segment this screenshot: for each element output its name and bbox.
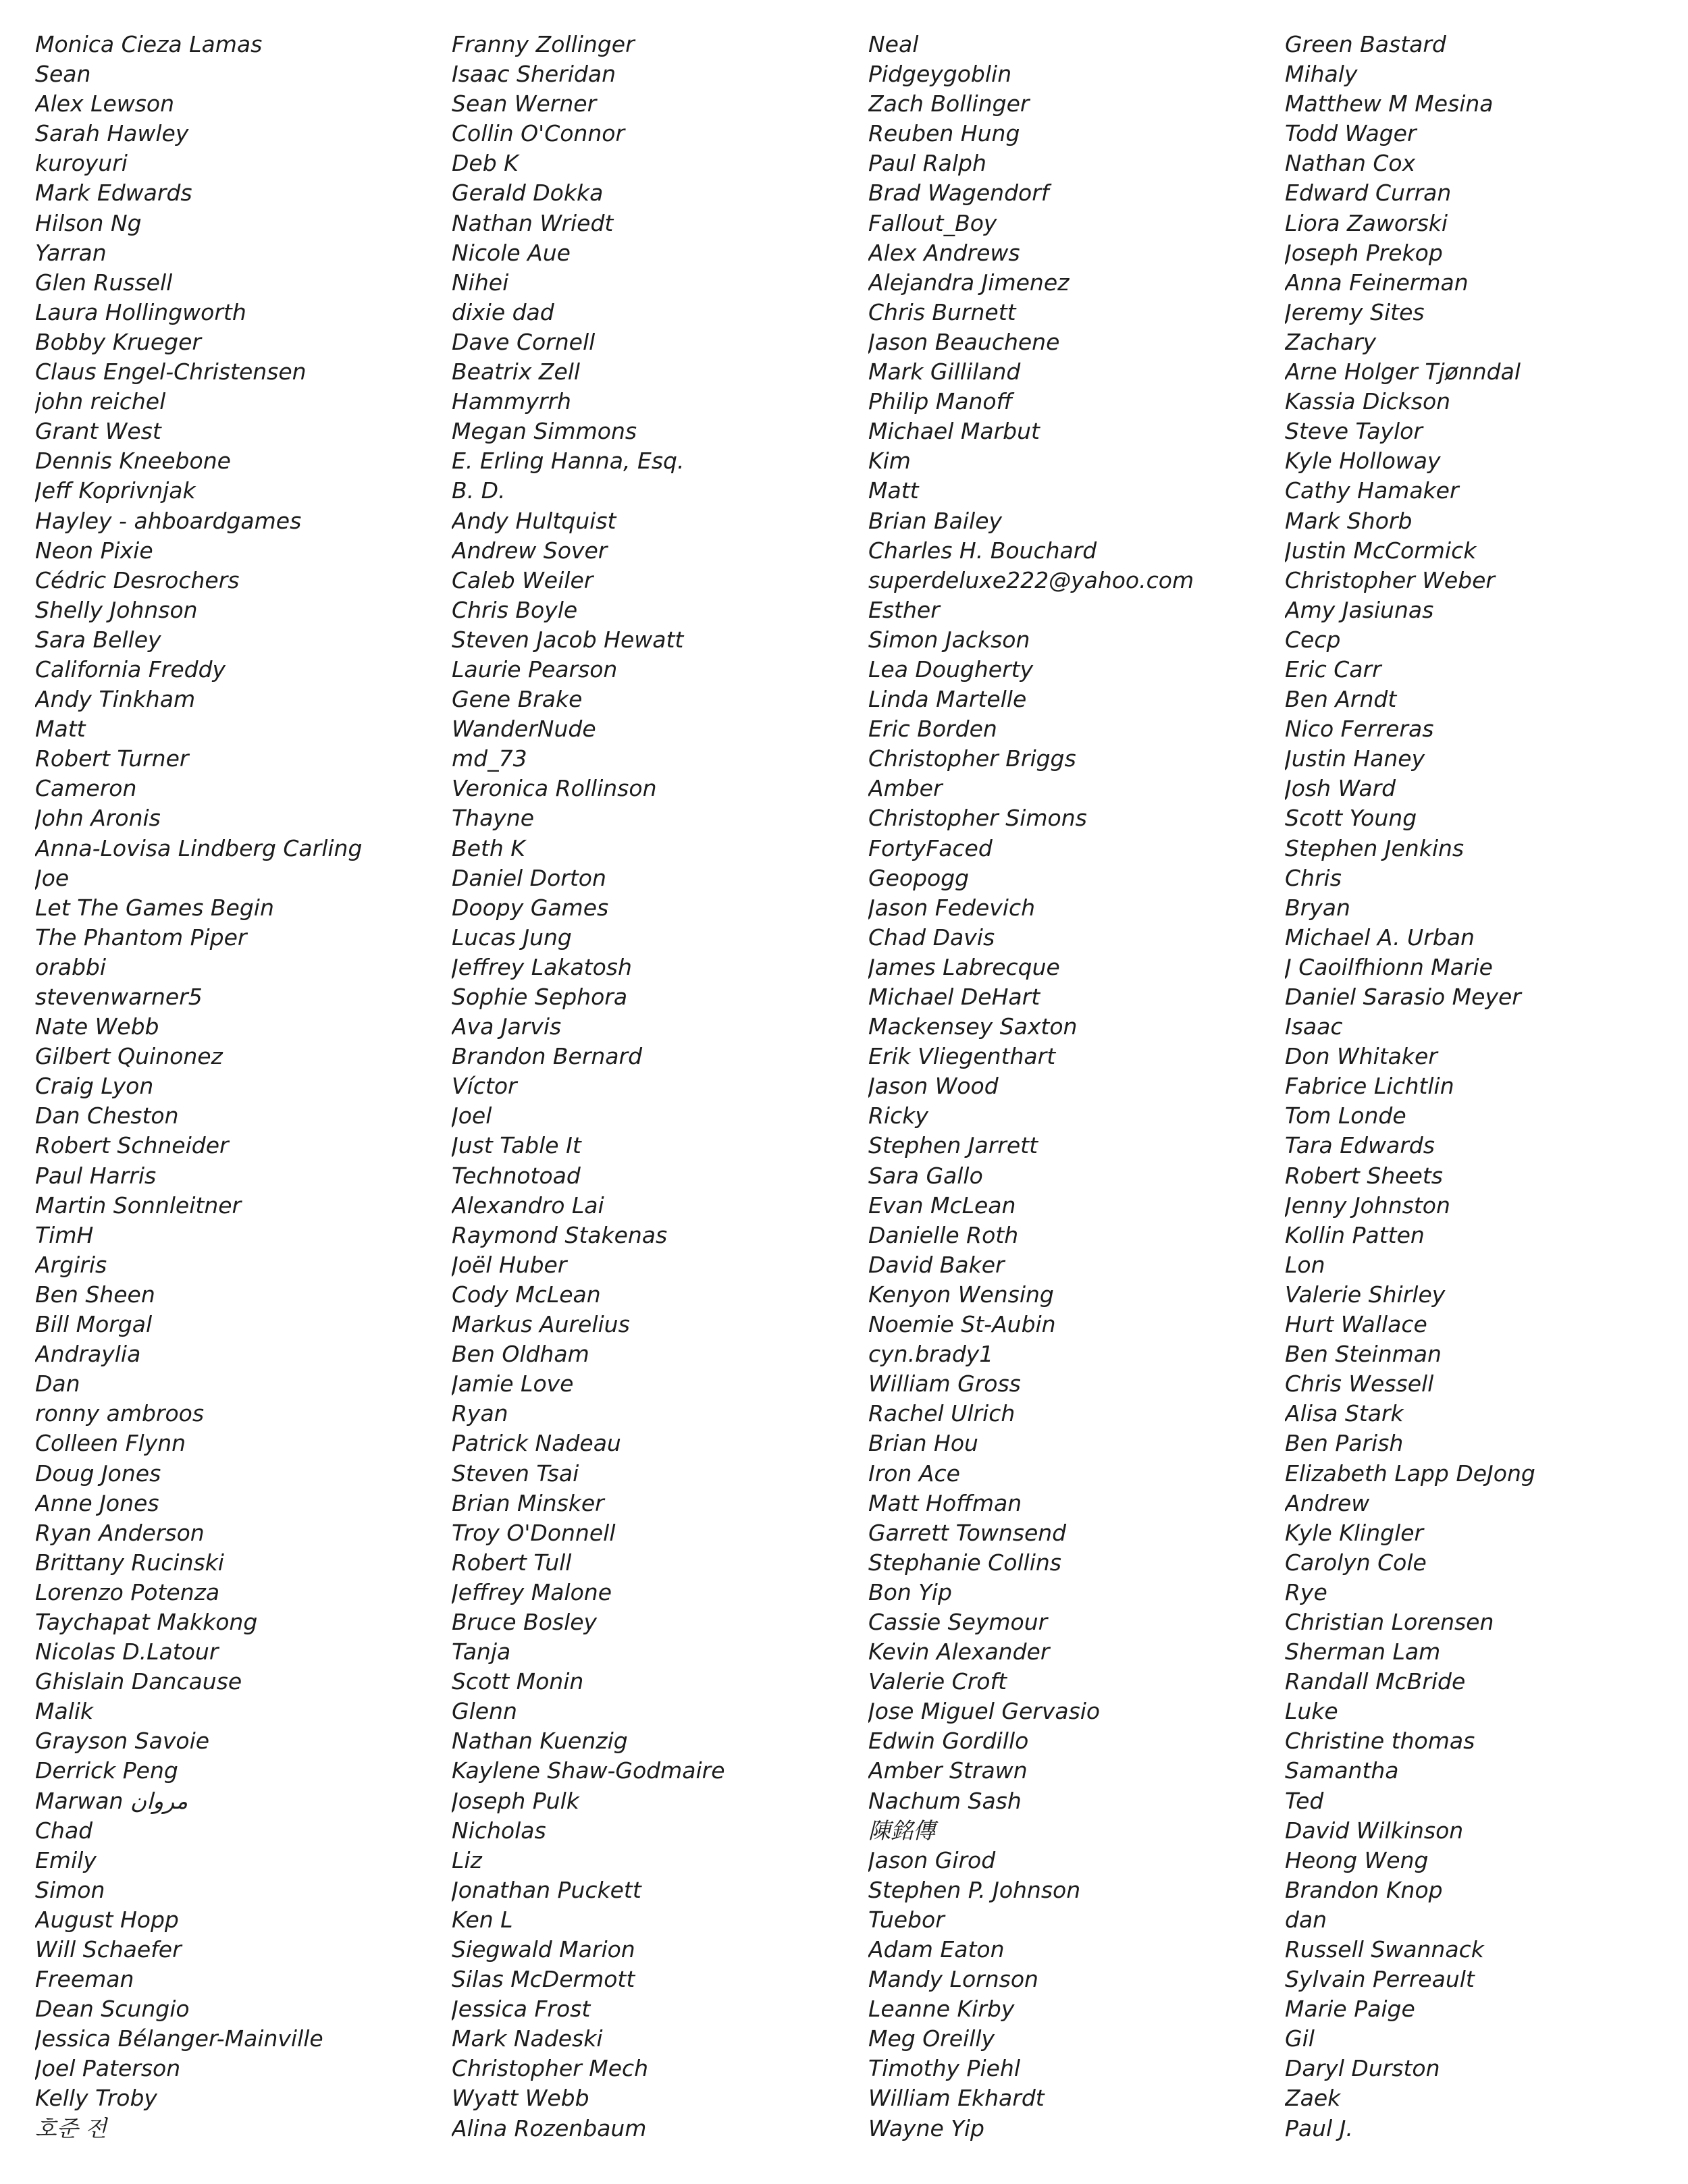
backer-name: Michael Marbut — [868, 418, 1040, 445]
backer-name: Zach Bollinger — [868, 90, 1030, 117]
backer-name: Jonathan Puckett — [452, 1876, 641, 1903]
backer-name: Justin McCormick — [1285, 537, 1477, 564]
backer-name: Veronica Rollinson — [452, 775, 657, 802]
backer-name: Beatrix Zell — [452, 358, 581, 385]
backer-name: Martin Sonnleitner — [35, 1192, 242, 1219]
backer-name: Jessica Bélanger-Mainville — [35, 2025, 323, 2052]
backer-name: Valerie Shirley — [1285, 1281, 1446, 1308]
backer-name: Stephen Jarrett — [868, 1132, 1038, 1159]
backer-name: Kyle Holloway — [1285, 448, 1441, 475]
backer-name: Kyle Klingler — [1285, 1519, 1424, 1546]
backer-name: Just Table It — [452, 1132, 581, 1159]
backer-name: Gil — [1285, 2025, 1315, 2052]
backer-name: Mihaly — [1285, 61, 1358, 88]
backer-name: Rachel Ulrich — [868, 1400, 1016, 1427]
backer-name: Kollin Patten — [1285, 1221, 1425, 1248]
backer-name: Liora Zaworski — [1285, 209, 1448, 236]
backer-name: Andy Hultquist — [452, 507, 616, 534]
backer-name: Megan Simmons — [452, 418, 637, 445]
backer-name: Anna Feinerman — [1285, 269, 1469, 296]
backer-name: cyn.brady1 — [868, 1341, 994, 1368]
backer-name: Robert Schneider — [35, 1132, 229, 1159]
backer-name: Chad Davis — [868, 924, 995, 951]
backer-name: Edwin Gordillo — [868, 1728, 1029, 1755]
backer-name: Jeff Koprivnjak — [35, 477, 196, 504]
backer-name: Gene Brake — [452, 686, 583, 713]
backer-name: Simon Jackson — [868, 626, 1030, 653]
backer-name: Nicolas D.Latour — [35, 1639, 219, 1666]
backer-name: Sean — [35, 61, 91, 88]
backer-name: Simon — [35, 1876, 105, 1903]
backer-name: Joseph Pulk — [452, 1787, 579, 1814]
backer-name: Technotoad — [452, 1162, 581, 1189]
backer-name: Evan McLean — [868, 1192, 1016, 1219]
backer-name: TimH — [35, 1221, 94, 1248]
backer-name: Samantha — [1285, 1757, 1399, 1784]
backer-name: Yarran — [35, 239, 107, 266]
backer-name: Paul Harris — [35, 1162, 157, 1189]
backer-name: Carolyn Cole — [1285, 1549, 1427, 1576]
backer-name: Cameron — [35, 775, 137, 802]
backer-name: Bruce Bosley — [452, 1608, 598, 1635]
backer-name: Argiris — [35, 1251, 107, 1278]
backer-name: Todd Wager — [1285, 120, 1417, 147]
backer-name: Tanja — [452, 1639, 511, 1666]
backer-name: Franny Zollinger — [452, 31, 635, 57]
backer-name: B. D. — [452, 477, 506, 504]
backer-name: Mark Gilliland — [868, 358, 1021, 385]
backer-name: Reuben Hung — [868, 120, 1020, 147]
backer-name: md_73 — [452, 745, 527, 772]
backer-name: Sean Werner — [452, 90, 597, 117]
backer-name: Eric Carr — [1285, 656, 1381, 683]
backer-name: Steven Tsai — [452, 1460, 579, 1487]
backer-name: Nicole Aue — [452, 239, 571, 266]
backer-name: Dennis Kneebone — [35, 448, 231, 475]
backer-name: Ben Sheen — [35, 1281, 155, 1308]
backer-name: Edward Curran — [1285, 180, 1452, 207]
backer-name: Tuebor — [868, 1906, 945, 1933]
backer-name: Jose Miguel Gervasio — [868, 1698, 1101, 1725]
backer-name: Dean Scungio — [35, 1996, 190, 2023]
backer-name: Jason Girod — [868, 1846, 996, 1873]
backer-name: Christopher Mech — [452, 2055, 649, 2082]
backer-name: Taychapat Makkong — [35, 1608, 258, 1635]
backer-name: Scott Monin — [452, 1668, 584, 1695]
backer-name: Dan — [35, 1370, 80, 1397]
backer-name: Amber — [868, 775, 943, 802]
backer-name: Let The Games Begin — [35, 894, 274, 921]
backer-name: Deb K — [452, 150, 519, 177]
backer-name: Bobby Krueger — [35, 328, 201, 355]
backer-name: J Caoilfhionn Marie — [1285, 953, 1493, 980]
backer-name: Don Whitaker — [1285, 1043, 1438, 1070]
backer-name: Stephen Jenkins — [1285, 834, 1465, 861]
backer-name: Craig Lyon — [35, 1073, 154, 1100]
backer-name: Nate Webb — [35, 1013, 159, 1040]
backer-name: Andrew Sover — [452, 537, 608, 564]
backer-name: Esther — [868, 596, 940, 623]
backer-name: Brittany Rucinski — [35, 1549, 224, 1576]
backer-name: Ken L — [452, 1906, 513, 1933]
backer-name: Chris Wessell — [1285, 1370, 1434, 1397]
backer-name: Nathan Kuenzig — [452, 1728, 628, 1755]
backer-name: Beth K — [452, 834, 525, 861]
backer-name: Arne Holger Tjønndal — [1285, 358, 1521, 385]
backer-name: Michael DeHart — [868, 984, 1040, 1010]
backer-name: Hammyrrh — [452, 388, 571, 415]
backer-name: Chris — [1285, 864, 1342, 891]
backer-name: Ryan — [452, 1400, 508, 1427]
backer-name: Hilson Ng — [35, 209, 142, 236]
backer-name: Emily — [35, 1846, 97, 1873]
backer-name: Lorenzo Potenza — [35, 1578, 220, 1605]
names-column-4 — [1285, 30, 1688, 2143]
backer-name: William Ekhardt — [868, 2085, 1045, 2112]
backer-name: Robert Tull — [452, 1549, 572, 1576]
backer-name: Tom Londe — [1285, 1102, 1406, 1129]
backer-name: Freeman — [35, 1966, 134, 1993]
backer-name: Patrick Nadeau — [452, 1430, 621, 1457]
backer-name: Noemie St-Aubin — [868, 1311, 1056, 1338]
backer-name: Sara Gallo — [868, 1162, 983, 1189]
backer-name: Zachary — [1285, 328, 1377, 355]
backer-name: August Hopp — [35, 1906, 179, 1933]
backer-name: Jeffrey Malone — [452, 1578, 612, 1605]
backer-name: Monica Cieza Lamas — [35, 31, 263, 57]
backer-name: Nicholas — [452, 1817, 546, 1844]
backer-name: Matthew M Mesina — [1285, 90, 1494, 117]
backer-name: Ben Parish — [1285, 1430, 1404, 1457]
backer-name: Laurie Pearson — [452, 656, 618, 683]
backer-name: Mark Shorb — [1285, 507, 1413, 534]
backer-name: Liz — [452, 1846, 482, 1873]
backer-name: Markus Aurelius — [452, 1311, 630, 1338]
backer-name: Nathan Wriedt — [452, 209, 614, 236]
names-column-3 — [868, 30, 1273, 2143]
backer-name: Pidgeygoblin — [868, 61, 1012, 88]
backer-name: Isaac — [1285, 1013, 1343, 1040]
backer-name: Timothy Piehl — [868, 2055, 1020, 2082]
backer-name: Grant West — [35, 418, 161, 445]
backer-name: Andrew — [1285, 1489, 1370, 1516]
backer-name: David Baker — [868, 1251, 1005, 1278]
backer-name: ronny ambroos — [35, 1400, 205, 1427]
backer-name: Neal — [868, 31, 919, 57]
backer-name: Mackensey Saxton — [868, 1013, 1078, 1040]
backer-name: Fallout_Boy — [868, 209, 997, 236]
backer-name: Sarah Hawley — [35, 120, 189, 147]
backer-name: Meg Oreilly — [868, 2025, 995, 2052]
backer-name: Kevin Alexander — [868, 1639, 1050, 1666]
backer-name: Marie Paige — [1285, 1996, 1415, 2023]
backer-name: Amber Strawn — [868, 1757, 1028, 1784]
backer-name: Cody McLean — [452, 1281, 601, 1308]
backer-name: Nathan Cox — [1285, 150, 1416, 177]
backer-name: Robert Sheets — [1285, 1162, 1443, 1189]
backer-name: Thayne — [452, 805, 535, 832]
backer-name: Daniel Dorton — [452, 864, 606, 891]
backer-name: Heong Weng — [1285, 1846, 1429, 1873]
backer-name: Víctor — [452, 1073, 517, 1100]
backer-name: Christopher Weber — [1285, 566, 1495, 593]
backer-name: dixie dad — [452, 298, 554, 325]
backer-name: orabbi — [35, 953, 107, 980]
backer-name: Andraylia — [35, 1341, 141, 1368]
backer-name: Nico Ferreras — [1285, 716, 1434, 743]
backer-name: Jamie Love — [452, 1370, 574, 1397]
backer-name: Christine thomas — [1285, 1728, 1475, 1755]
backer-name: William Gross — [868, 1370, 1021, 1397]
backer-name: Siegwald Marion — [452, 1936, 635, 1963]
backer-name: Sylvain Perreault — [1285, 1966, 1475, 1993]
backer-name: Raymond Stakenas — [452, 1221, 668, 1248]
backer-name: Stephen P. Johnson — [868, 1876, 1081, 1903]
backer-name: Jenny Johnston — [1285, 1192, 1450, 1219]
backer-name: Ricky — [868, 1102, 928, 1129]
backer-name: Glen Russell — [35, 269, 173, 296]
backer-name: Christopher Briggs — [868, 745, 1076, 772]
backer-name: Alex Lewson — [35, 90, 175, 117]
backer-name: Kassia Dickson — [1285, 388, 1451, 415]
backer-name: 陳銘傳 — [868, 1817, 935, 1844]
backer-name: Marwan مروان — [35, 1787, 188, 1814]
backer-name: Cathy Hamaker — [1285, 477, 1459, 504]
backer-name: Chris Boyle — [452, 596, 578, 623]
backer-name: Kenyon Wensing — [868, 1281, 1054, 1308]
backer-name: Hayley - ahboardgames — [35, 507, 302, 534]
backer-name: Hurt Wallace — [1285, 1311, 1427, 1338]
backer-name: Ben Oldham — [452, 1341, 589, 1368]
backer-name: Michael A. Urban — [1285, 924, 1475, 951]
backer-name: Ghislain Dancause — [35, 1668, 242, 1695]
backer-name: Sara Belley — [35, 626, 161, 653]
backer-name: Jessica Frost — [452, 1996, 591, 2023]
backer-name: Neon Pixie — [35, 537, 153, 564]
backer-name: Jason Wood — [868, 1073, 999, 1100]
backer-name: Nachum Sash — [868, 1787, 1022, 1814]
backer-name: Dan Cheston — [35, 1102, 179, 1129]
backer-name: Robert Turner — [35, 745, 189, 772]
backer-name: Jason Beauchene — [868, 328, 1060, 355]
backer-name: Linda Martelle — [868, 686, 1027, 713]
backer-name: Nihei — [452, 269, 509, 296]
backer-name: Amy Jasiunas — [1285, 596, 1434, 623]
backer-name: E. Erling Hanna, Esq. — [452, 448, 685, 475]
backer-name: James Labrecque — [868, 953, 1060, 980]
backer-name: Cassie Seymour — [868, 1608, 1048, 1635]
backer-name: Tara Edwards — [1285, 1132, 1435, 1159]
backer-name: Joseph Prekop — [1285, 239, 1443, 266]
backer-name: Shelly Johnson — [35, 596, 198, 623]
backer-name: Danielle Roth — [868, 1221, 1019, 1248]
backer-name: Brad Wagendorf — [868, 180, 1049, 207]
backer-name: superdeluxe222@yahoo.com — [868, 566, 1194, 593]
backer-name: Philip Manoff — [868, 388, 1013, 415]
backer-name: Glenn — [452, 1698, 517, 1725]
names-column-2 — [452, 30, 857, 2143]
backer-name: Grayson Savoie — [35, 1728, 210, 1755]
backer-name: Lea Dougherty — [868, 656, 1034, 683]
backer-name: Garrett Townsend — [868, 1519, 1067, 1546]
backer-name: Leanne Kirby — [868, 1996, 1015, 2023]
backer-name: Kelly Troby — [35, 2085, 157, 2112]
backer-name: California Freddy — [35, 656, 226, 683]
backer-name: Scott Young — [1285, 805, 1417, 832]
backer-name: Anne Jones — [35, 1489, 159, 1516]
backer-name: Jeremy Sites — [1285, 298, 1425, 325]
backer-name: Elizabeth Lapp DeJong — [1285, 1460, 1535, 1487]
backer-name: Randall McBride — [1285, 1668, 1466, 1695]
backer-name: Colleen Flynn — [35, 1430, 186, 1457]
backer-name: Mark Edwards — [35, 180, 192, 207]
backer-name: Adam Eaton — [868, 1936, 1005, 1963]
backer-name: John Aronis — [35, 805, 161, 832]
backer-name: Kim — [868, 448, 911, 475]
backer-name: john reichel — [35, 388, 166, 415]
backer-name: Lon — [1285, 1251, 1325, 1278]
backer-name: WanderNude — [452, 716, 596, 743]
backer-name: Anna-Lovisa Lindberg Carling — [35, 834, 363, 861]
backer-name: Collin O'Connor — [452, 120, 625, 147]
backer-name: Brian Hou — [868, 1430, 978, 1457]
backer-name: Brandon Knop — [1285, 1876, 1443, 1903]
backer-name: Geopogg — [868, 864, 970, 891]
backer-name: Zaek — [1285, 2085, 1341, 2112]
backer-name: Brian Minsker — [452, 1489, 604, 1516]
backer-name: Alejandra Jimenez — [868, 269, 1070, 296]
backer-name: Lucas Jung — [452, 924, 572, 951]
backer-name: Silas McDermott — [452, 1966, 635, 1993]
backer-name: Justin Haney — [1285, 745, 1425, 772]
backer-name: dan — [1285, 1906, 1327, 1933]
backer-name: Russell Swannack — [1285, 1936, 1484, 1963]
backer-name: Alina Rozenbaum — [452, 2114, 647, 2141]
backer-name: Charles H. Bouchard — [868, 537, 1097, 564]
backer-name: Daniel Sarasio Meyer — [1285, 984, 1521, 1010]
backer-name: Laura Hollingworth — [35, 298, 246, 325]
backer-name: Jason Fedevich — [868, 894, 1036, 921]
backer-name: FortyFaced — [868, 834, 993, 861]
backer-name: Christian Lorensen — [1285, 1608, 1494, 1635]
backer-name: Erik Vliegenthart — [868, 1043, 1056, 1070]
backer-name: Iron Ace — [868, 1460, 960, 1487]
backer-name: Stephanie Collins — [868, 1549, 1061, 1576]
backer-name: Mark Nadeski — [452, 2025, 603, 2052]
backer-name: Claus Engel-Christensen — [35, 358, 307, 385]
backer-name: Paul J. — [1285, 2114, 1353, 2141]
backer-name: Josh Ward — [1285, 775, 1396, 802]
backer-name: Bill Morgal — [35, 1311, 153, 1338]
backer-name: Doug Jones — [35, 1460, 161, 1487]
backer-name: Troy O'Donnell — [452, 1519, 616, 1546]
backer-name: Chad — [35, 1817, 93, 1844]
backer-name: Paul Ralph — [868, 150, 986, 177]
backer-name: Brandon Bernard — [452, 1043, 643, 1070]
backer-name: Sophie Sephora — [452, 984, 628, 1010]
backer-name: Luke — [1285, 1698, 1338, 1725]
backer-name: Cédric Desrochers — [35, 566, 240, 593]
backer-name: Jeffrey Lakatosh — [452, 953, 632, 980]
backer-name: Daryl Durston — [1285, 2055, 1440, 2082]
backer-name: Wayne Yip — [868, 2114, 984, 2141]
backer-name: Mandy Lornson — [868, 1966, 1038, 1993]
backer-name: Gerald Dokka — [452, 180, 604, 207]
backer-name: Ben Steinman — [1285, 1341, 1442, 1368]
backer-name: Alexandro Lai — [452, 1192, 604, 1219]
backer-name: David Wilkinson — [1285, 1817, 1464, 1844]
backer-name: The Phantom Piper — [35, 924, 247, 951]
backer-name: Malik — [35, 1698, 94, 1725]
backer-name: Valerie Croft — [868, 1668, 1007, 1695]
backer-name: Joe — [35, 864, 70, 891]
backer-name: Rye — [1285, 1578, 1327, 1605]
backer-name: Matt — [35, 716, 86, 743]
names-column-1 — [35, 30, 440, 2143]
backer-name: stevenwarner5 — [35, 984, 203, 1010]
backer-name: Bryan — [1285, 894, 1350, 921]
backer-name: Sherman Lam — [1285, 1639, 1441, 1666]
backer-name: Wyatt Webb — [452, 2085, 589, 2112]
backer-name: Joel — [452, 1102, 492, 1129]
backer-name: Bon Yip — [868, 1578, 952, 1605]
backer-name: Joel Paterson — [35, 2055, 181, 2082]
backer-name: Christopher Simons — [868, 805, 1087, 832]
backer-name: Cecp — [1285, 626, 1341, 653]
backer-name: Kaylene Shaw-Godmaire — [452, 1757, 725, 1784]
backer-name: Will Schaefer — [35, 1936, 182, 1963]
backer-name: Alisa Stark — [1285, 1400, 1404, 1427]
backer-name: Fabrice Lichtlin — [1285, 1073, 1454, 1100]
backer-name: Doopy Games — [452, 894, 609, 921]
backer-name: Derrick Peng — [35, 1757, 178, 1784]
backer-name: Ava Jarvis — [452, 1013, 562, 1040]
backer-name: kuroyuri — [35, 150, 128, 177]
backer-name: Chris Burnett — [868, 298, 1016, 325]
backer-name: 호준 전 — [35, 2114, 107, 2141]
backer-name: Isaac Sheridan — [452, 61, 616, 88]
backer-name: Eric Borden — [868, 716, 997, 743]
backer-name: Dave Cornell — [452, 328, 596, 355]
backer-name: Andy Tinkham — [35, 686, 196, 713]
backer-name: Ben Arndt — [1285, 686, 1397, 713]
backer-name: Ted — [1285, 1787, 1324, 1814]
backer-name: Ryan Anderson — [35, 1519, 205, 1546]
backer-name: Caleb Weiler — [452, 566, 594, 593]
backer-name: Joël Huber — [452, 1251, 567, 1278]
backer-name: Matt Hoffman — [868, 1489, 1022, 1516]
backer-name: Steven Jacob Hewatt — [452, 626, 684, 653]
backer-name: Green Bastard — [1285, 31, 1446, 57]
backer-name: Gilbert Quinonez — [35, 1043, 223, 1070]
backer-name: Steve Taylor — [1285, 418, 1423, 445]
backer-name: Matt — [868, 477, 919, 504]
backer-name: Alex Andrews — [868, 239, 1020, 266]
backer-name: Brian Bailey — [868, 507, 1003, 534]
